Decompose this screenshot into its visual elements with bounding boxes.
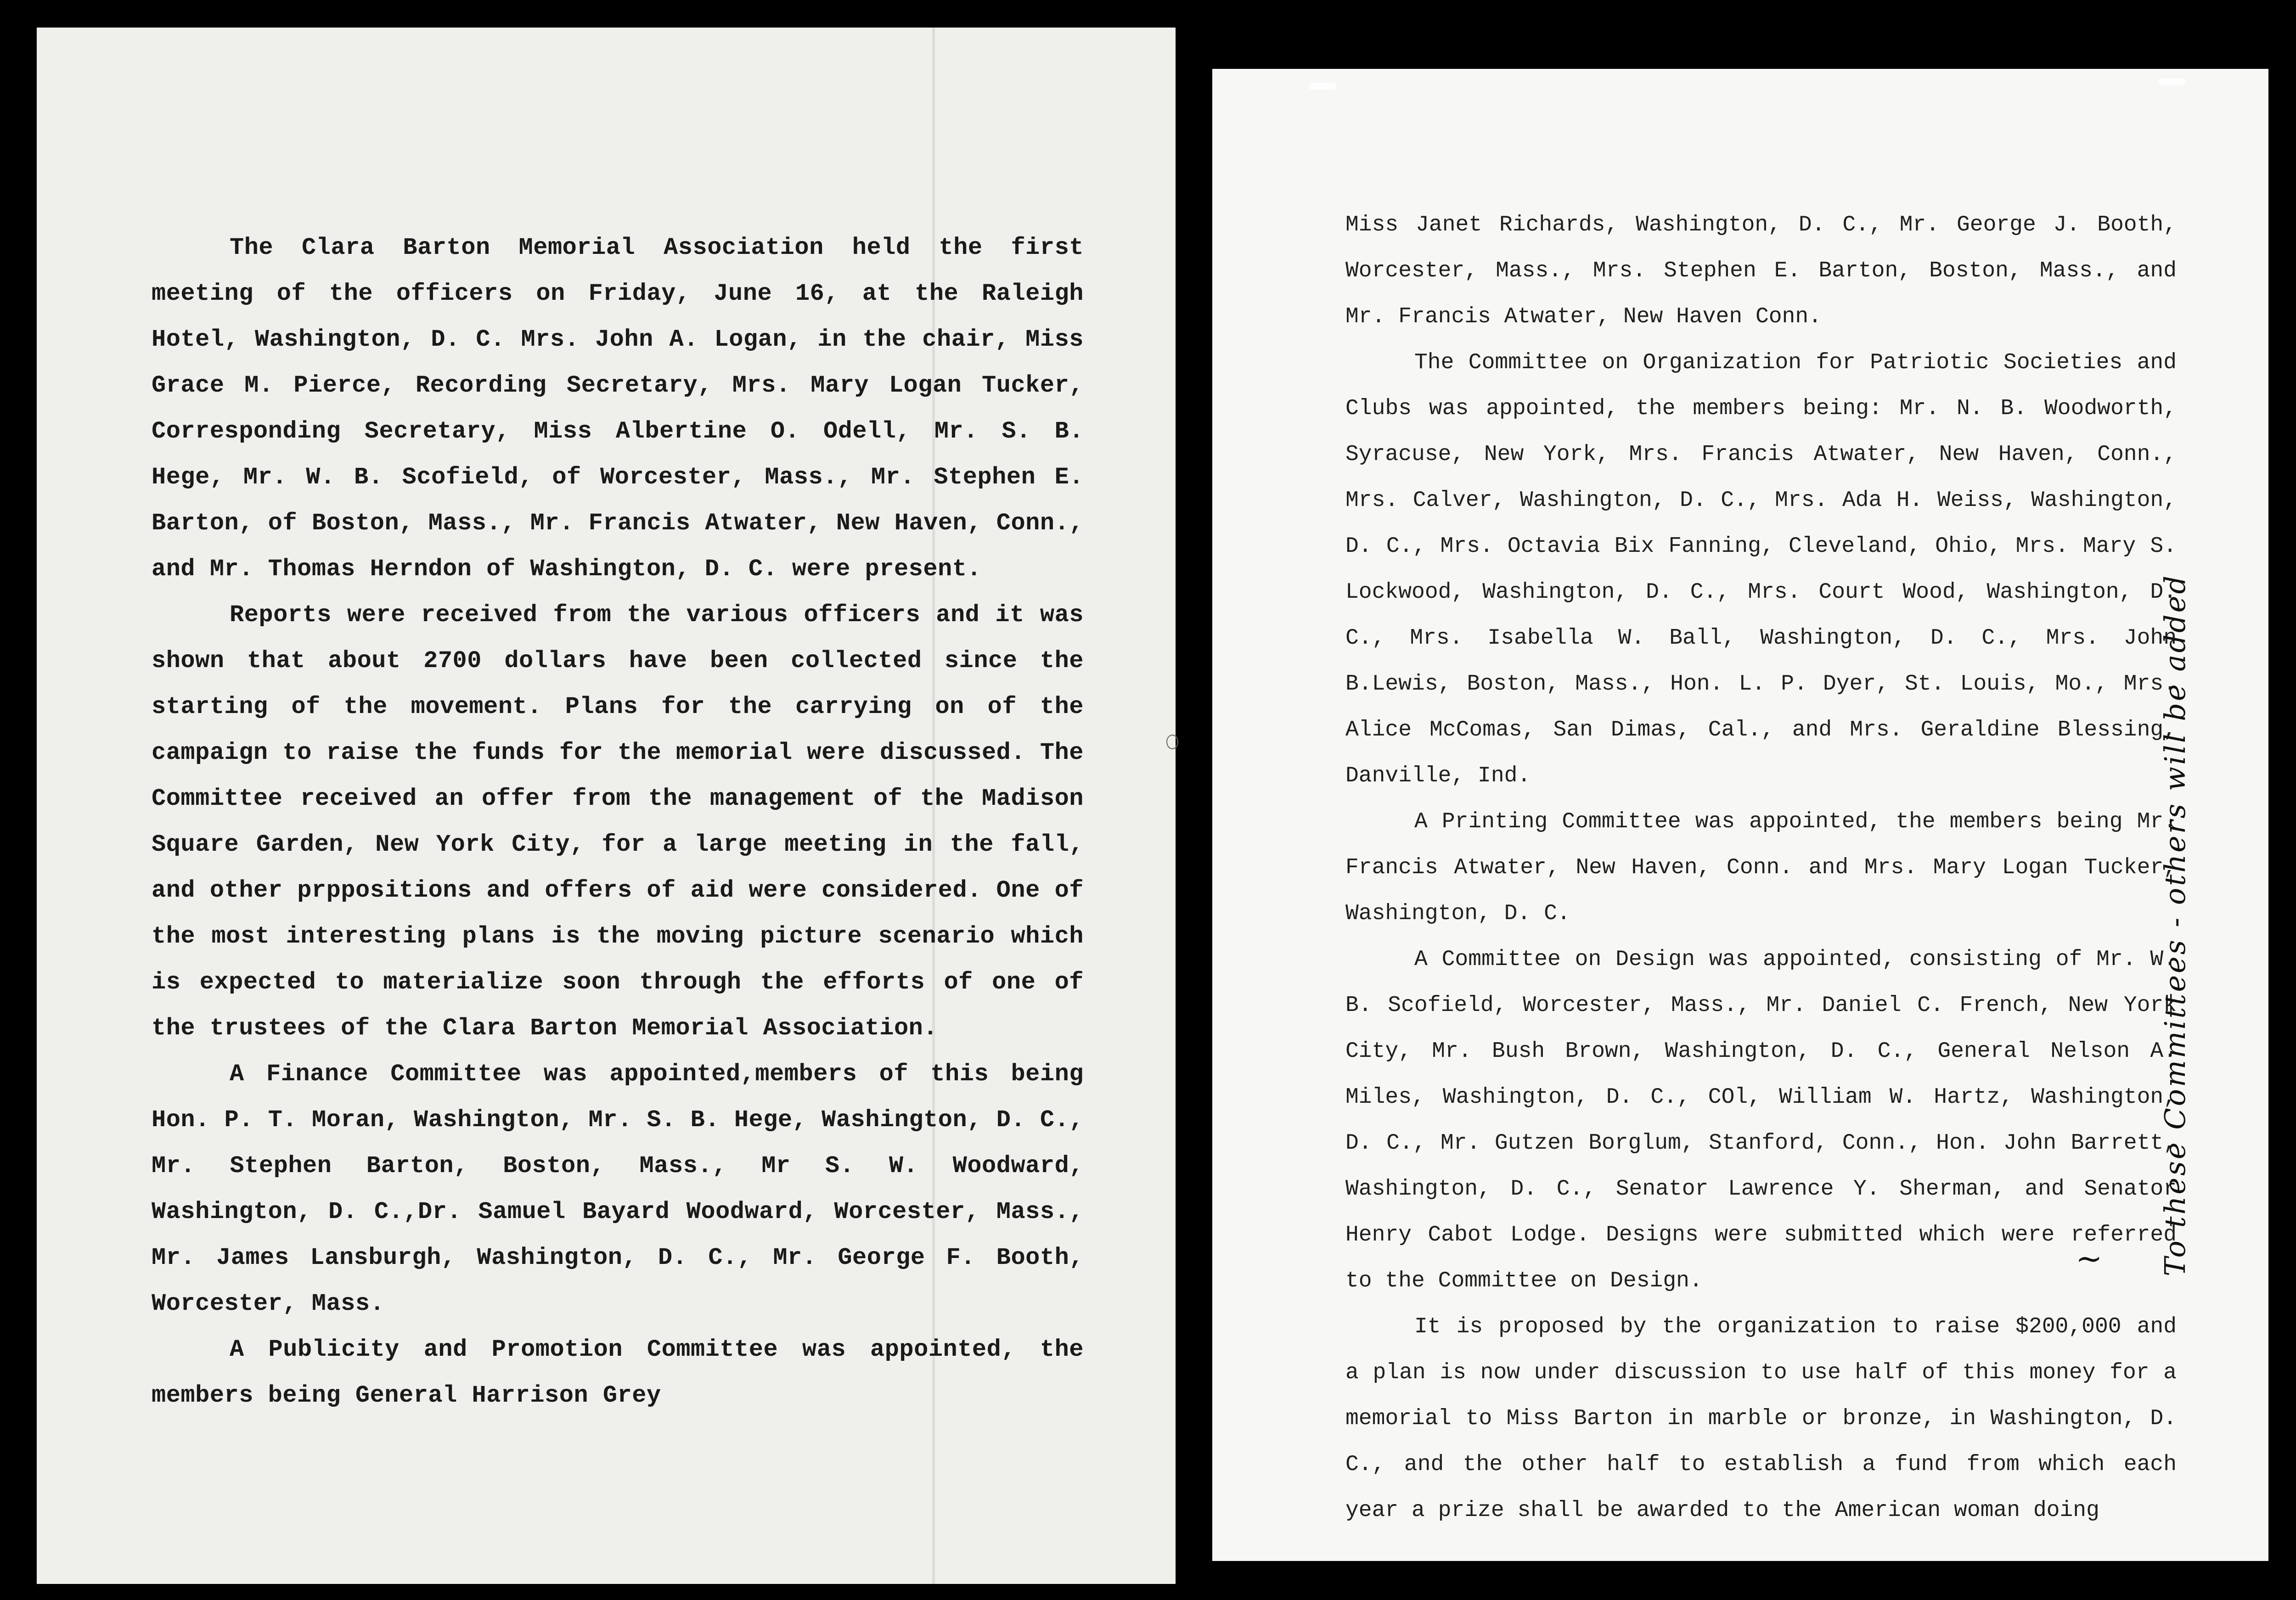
paragraph-organization-committee: The Committee on Organization for Patriotic Societies and Clubs was appointed, the members being: Mr. N. B. Woodworth, Syracuse, New York, Mrs. Francis Atwater, New Haven, Conn., Mrs. Calver, Washington, D. C., Mrs. Ada H. Weiss, Washington, D. C., Mrs. Octavia Bix Fanning, Cleveland, Ohio, Mrs. Mary S. Lockwood, Washington, D. C., Mrs. Court Wood, Washington, D. C., Mrs. Isabella W. Ball, Washington, D. C., Mrs. John B.Lewis, Boston, Mass., Hon. L. P. Dyer, St. Louis, Mo., Mrs. Alice McComas, San Dimas, Cal., and Mrs. Geraldine Blessing, Danville, Ind. [1345,350,2177,788]
left-page-text [152,225,1084,1419]
left-document-page [37,28,1176,1584]
paper-mark [1166,735,1178,749]
right-page-text [1345,202,2177,1533]
handwritten-annotation: To these Committees - others will be added [2158,573,2192,1276]
paragraph-fundraising-plan: It is proposed by the organization to raise $200,000 and a plan is now under discussion to use half of this money for a memorial to Miss Barton in marble or bronze, in Washington, D. C., and the other half to establish a fund from which each year a prize shall be awarded to the American woman doing [1345,1314,2177,1523]
paragraph-continuation: Miss Janet Richards, Washington, D. C., Mr. George J. Booth, Worcester, Mass., Mrs. Stephen E. Barton, Boston, Mass., and Mr. Francis Atwater, New Haven Conn. [1345,213,2177,329]
paragraph-reports: Reports were received from the various officers and it was shown that about 2700 dollars have been collected since the starting of the movement. Plans for the carrying on of the campaign to raise the funds for the memorial were discussed. The Committee received an offer from the management of the Madison Square Garden, New York City, for a large meeting in the fall, and other prppositions and offers of aid were considered. One of the most interesting plans is the moving picture scenario which is expected to materialize soon through the efforts of one of the trustees of the Clara Barton Memorial Association. [152,601,1084,1042]
right-document-page [1212,69,2268,1561]
paragraph-meeting: The Clara Barton Memorial Association held the first meeting of the officers on Friday, June 16, at the Raleigh Hotel, Washington, D. C. Mrs. John A. Logan, in the chair, Miss Grace M. Pierce, Recording Secretary, Mrs. Mary Logan Tucker, Corresponding Secretary, Miss Albertine O. Odell, Mr. S. B. Hege, Mr. W. B. Scofield, of Worcester, Mass., Mr. Stephen E. Barton, of Boston, Mass., Mr. Francis Atwater, New Haven, Conn., and Mr. Thomas Herndon of Washington, D. C. were present. [152,234,1084,583]
paragraph-design-committee: A Committee on Design was appointed, consisting of Mr. W. B. Scofield, Worcester, Mass., Mr. Daniel C. French, New York City, Mr. Bush Brown, Washington, D. C., General Nelson A. Miles, Washington, D. C., COl, William W. Hartz, Washington, D. C., Mr. Gutzen Borglum, Stanford, Conn., Hon. John Barrett, Washington, D. C., Senator Lawrence Y. Sherman, and Senator Henry Cabot Lodge. Designs were submitted which were referred to the Committee on Design. [1345,947,2177,1293]
staple-hole [1309,83,1336,90]
paragraph-finance-committee: A Finance Committee was appointed,members of this being Hon. P. T. Moran, Washington, Mr. S. B. Hege, Washington, D. C., Mr. Stephen Barton, Boston, Mass., Mr S. W. Woodward, Washington, D. C.,Dr. Samuel Bayard Woodward, Worcester, Mass., Mr. James Lansburgh, Washington, D. C., Mr. George F. Booth, Worcester, Mass. [152,1061,1084,1317]
paragraph-printing-committee: A Printing Committee was appointed, the members being Mr. Francis Atwater, New Haven, Conn. and Mrs. Mary Logan Tucker, Washington, D. C. [1345,809,2177,926]
annotation-dash-mark: ~ [2076,1240,2103,1277]
staple-hole [2158,78,2186,85]
paragraph-publicity-committee: A Publicity and Promotion Committee was appointed, the members being General Harrison Grey [152,1336,1084,1409]
